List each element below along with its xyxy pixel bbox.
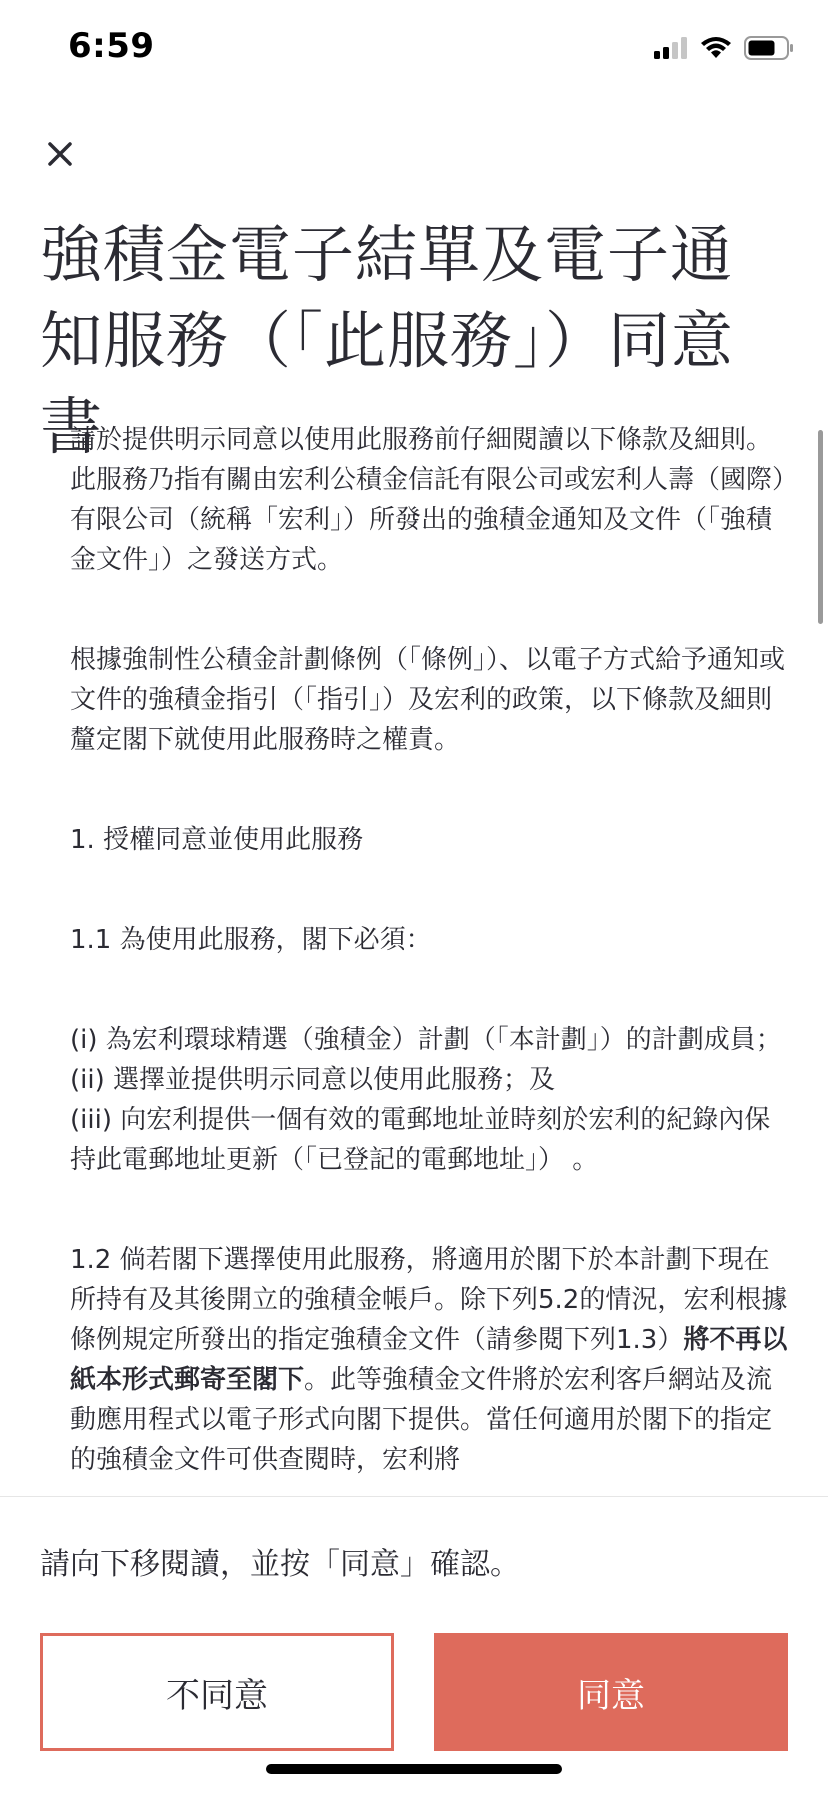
status-time: 6:59 (68, 26, 155, 66)
terms-clause-1-2-bold: 將不再以紙本形式郵寄至閣下 (70, 1325, 788, 1395)
signal-icon (654, 37, 688, 59)
terms-body (70, 420, 790, 1496)
status-bar (0, 0, 828, 100)
wifi-icon (700, 36, 732, 60)
close-icon (47, 141, 73, 167)
disagree-button[interactable]: 不同意 (40, 1633, 394, 1751)
close-button[interactable] (40, 134, 80, 174)
terms-paragraph-basis: 根據強制性公積金計劃條例（「條例」）、以電子方式給予通知或文件的強積金指引（「指引」）及宏利的政策，以下條款及細則釐定閣下就使用此服務時之權責。 (70, 645, 786, 755)
page-title: 強積金電子結單及電子通知服務（「此服務」）同意書 (40, 218, 735, 463)
terms-clause-1-2 (70, 1240, 790, 1480)
footer (0, 1496, 828, 1793)
terms-clause-1-1: 1.1 為使用此服務，閣下必須： (70, 925, 432, 955)
battery-icon (744, 36, 794, 60)
agree-button[interactable]: 同意 (434, 1633, 788, 1751)
scroll-hint-text: 請向下移閱讀，並按「同意」確認。 (40, 1547, 520, 1582)
terms-content[interactable] (0, 400, 828, 1496)
terms-clause-1-2-text-start: 1.2 倘若閣下選擇使用此服務，將適用於閣下於本計劃下現在所持有及其後開立的強積金帳戶。除下列5.2的情況，宏利根據條例規定所發出的指定強積金文件（請參閱下列1.3） (70, 1245, 788, 1355)
terms-section-heading-1: 1. 授權同意並使用此服務 (70, 825, 364, 855)
terms-paragraph-intro: 請於提供明示同意以使用此服務前仔細閱讀以下條款及細則。此服務乃指有關由宏利公積金信託有限公司或宏利人壽（國際）有限公司（統稱「宏利」）所發出的強積金通知及文件（「強積金文件」）之發送方式。 (70, 425, 786, 575)
home-indicator[interactable] (266, 1764, 562, 1774)
status-icons (654, 36, 794, 60)
terms-clause-1-1-items: (i) 為宏利環球精選（強積金）計劃（「本計劃」）的計劃成員； (ii) 選擇並提供明示同意以使用此服務；及 (iii) 向宏利提供一個有效的電郵地址並時刻於宏利的紀錄內保持此電郵地址更新（「已登記的電郵地址」） 。 (70, 1025, 782, 1175)
terms-clause-1-2-text-end: 。此等強積金文件將於宏利客戶網站及流動應用程式以電子形式向閣下提供。當任何適用於閣下的指定的強積金文件可供查閱時，宏利將 (70, 1365, 773, 1475)
scrollbar[interactable] (818, 430, 823, 624)
